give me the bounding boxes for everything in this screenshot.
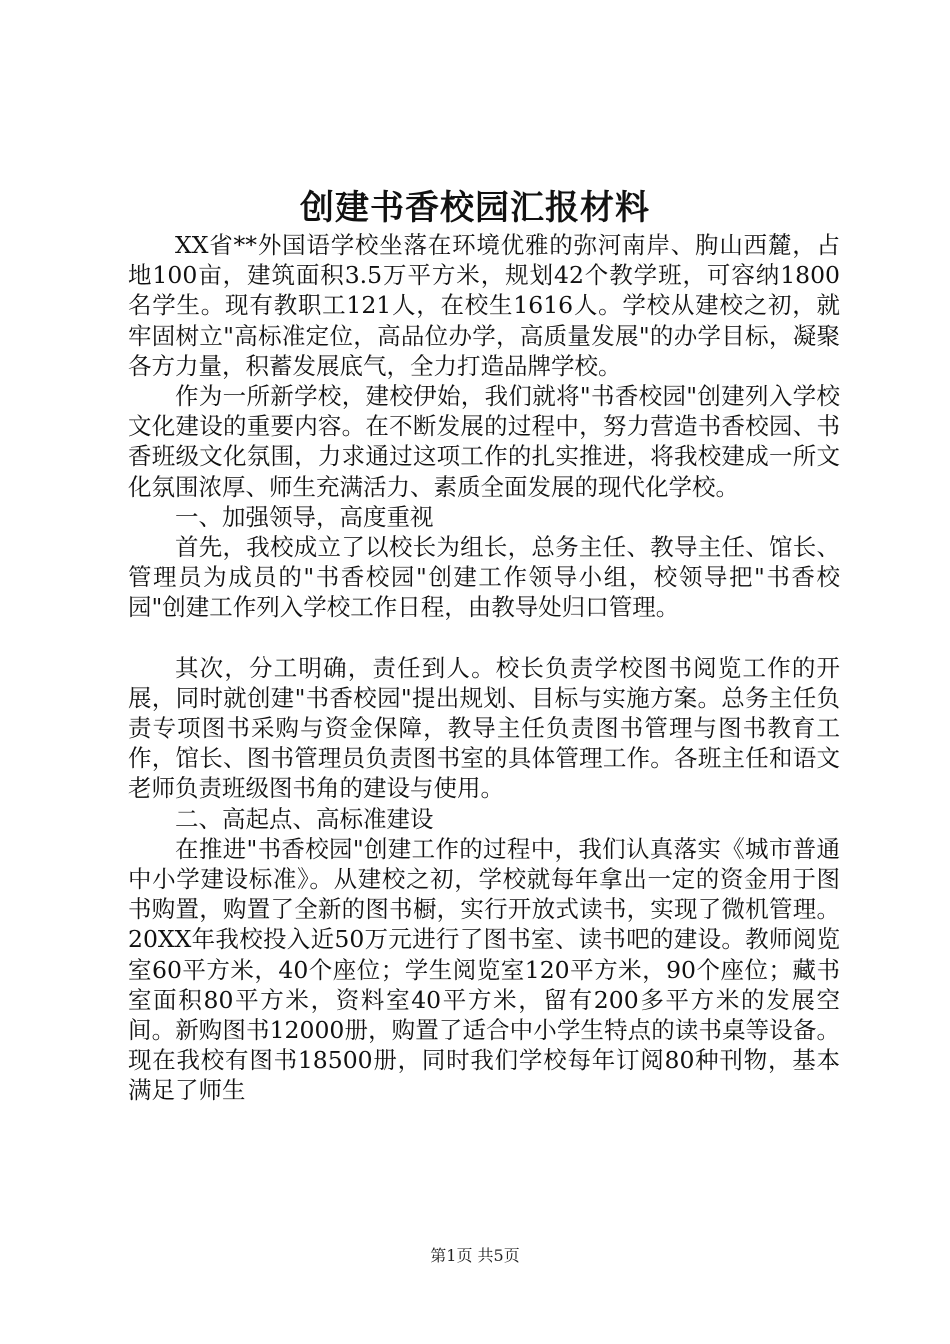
paragraph-intro: XX省**外国语学校坐落在环境优雅的弥河南岸、朐山西麓，占地100亩，建筑面积3.5万平方米，规划42个教学班，可容纳1800名学生。现有教职工121人，在校生1616人。学校从建校之初，就牢固树立"高标准定位，高品位办学，高质量发展"的办学目标，凝聚各方力量，积蓄发展底气，全力打造品牌学校。 <box>128 231 840 380</box>
paragraph-leadership: 首先，我校成立了以校长为组长，总务主任、教导主任、馆长、管理员为成员的"书香校园"创建工作领导小组，校领导把"书香校园"创建工作列入学校工作日程，由教导处归口管理。 <box>128 533 840 622</box>
section-heading-1: 一、加强领导，高度重视 <box>175 502 434 531</box>
paragraph-new-school: 作为一所新学校，建校伊始，我们就将"书香校园"创建列入学校文化建设的重要内容。在不断发展的过程中，努力营造书香校园、书香班级文化氛围，力求通过这项工作的扎实推进，将我校建成一所文化氛围浓厚、师生充满活力、素质全面发展的现代化学校。 <box>128 382 840 501</box>
document-body <box>128 230 840 1106</box>
section-heading-2: 二、高起点、高标准建设 <box>175 804 434 833</box>
document-title: 创建书香校园汇报材料 <box>300 188 650 228</box>
page-footer: 第1页 共5页 <box>430 1246 520 1265</box>
paragraph-construction: 在推进"书香校园"创建工作的过程中，我们认真落实《城市普通中小学建设标准》。从建校之初，学校就每年拿出一定的资金用于图书购置，购置了全新的图书橱，实行开放式读书，实现了微机管理。20XX年我校投入近50万元进行了图书室、读书吧的建设。教师阅览室60平方米，40个座位；学生阅览室120平方米，90个座位；藏书室面积80平方米，资料室40平方米，留有200多平方米的发展空间。新购图书12000册，购置了适合中小学生特点的读书桌等设备。现在我校有图书18500册，同时我们学校每年订阅80种刊物，基本满足了师生 <box>128 834 840 1105</box>
paragraph-responsibilities: 其次，分工明确，责任到人。校长负责学校图书阅览工作的开展，同时就创建"书香校园"提出规划、目标与实施方案。总务主任负责专项图书采购与资金保障，教导主任负责图书管理与图书教育工作，馆长、图书管理员负责图书室的具体管理工作。各班主任和语文老师负责班级图书角的建设与使用。 <box>128 653 840 803</box>
